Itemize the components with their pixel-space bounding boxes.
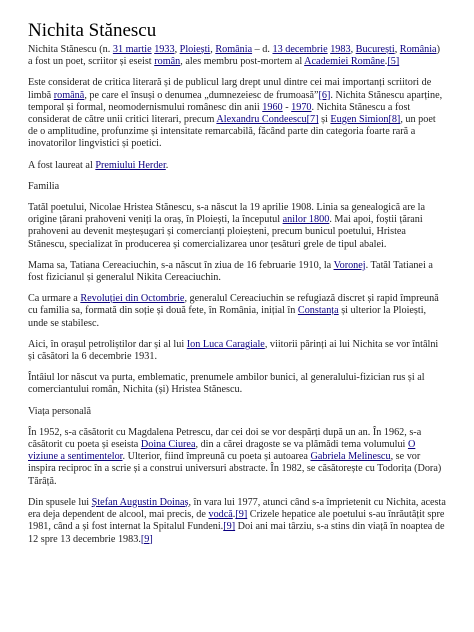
father-paragraph: [28, 202, 446, 251]
text: , generalul Cereaciuchin se refugiază discret și rapid împreună cu familia sa, formată din soție și două fete, în România, inițial în: [28, 293, 439, 317]
link-romania[interactable]: România: [215, 44, 253, 55]
link-condeescu[interactable]: Alexandru Condeescu: [216, 114, 307, 126]
final-paragraph: Din spusele lui Ștefan Augustin Doinaș, în vara lui 1977, atunci când s-a împrietenit cu Nichita, acesta era deja dependent de alcool, mai precis, de vodcă.[9] Crizele hepatice ale poetului s-au înrăutățit spre 1981, când a și fost internat la Spitalul Fundeni.[9] Doi ani mai târziu, s-a stins din viață în noaptea de 12 spre 13 decembrie 1983.[9]: [28, 496, 446, 545]
ploiesti-paragraph: [28, 339, 446, 363]
text: Din spusele lui: [28, 496, 92, 508]
reference-8[interactable]: [8]: [388, 114, 401, 126]
text: . Nichita Stănescu a fost considerat de către unii critici literari, precum: [28, 101, 411, 126]
marriage-paragraph: [28, 427, 446, 488]
link-death-day[interactable]: 13 decembrie: [272, 44, 328, 55]
text: . Mai apoi, foștii țărani prahoveni au devenit meșteșugari și comercianți ploieșteni, precum bunicul poetului, Hristea Stănescu, specializat în producerea și comercializarea unor țesături grele de tipul abalei.: [28, 214, 423, 250]
page-title: Nichita Stănescu: [28, 20, 157, 41]
link-roman[interactable]: român: [154, 56, 181, 68]
firstborn-paragraph: [28, 372, 446, 396]
link-academia[interactable]: Academiei Române: [304, 56, 385, 68]
text: , din a cărei dragoste se va plămădi tema volumului: [195, 439, 408, 451]
reference-9[interactable]: [9]: [235, 509, 248, 521]
mother-paragraph: [28, 260, 446, 284]
link-constanta[interactable]: Constanța: [297, 305, 339, 317]
text: ) a fost un poet, scriitor și eseist: [28, 44, 440, 68]
intro-paragraph: Nichita Stănescu (n. 31 martie 1933, Ploiești, România – d. 13 decembrie 1983, București, România) a fost un poet, scriitor și eseist român, ales membru post-mortem al Academiei Române.[5]: [28, 44, 440, 68]
text: . Tatăl Tatianei a fost fizicianul și generalul Nikita Cereaciuchin.: [28, 259, 433, 284]
section-heading-viata: Viața personală: [28, 405, 92, 417]
text: Nichita Stănescu (n.: [28, 44, 113, 55]
reference-6[interactable]: [6]: [318, 89, 331, 101]
text: . Nichita Stănescu aparține, temporal și formal, neomodernismului românesc din anii: [28, 89, 443, 113]
reference-9[interactable]: [9]: [223, 521, 236, 533]
link-doinas[interactable]: Ștefan Augustin Doinaș: [91, 496, 189, 508]
reference-5[interactable]: [5]: [387, 56, 400, 68]
text: Ca urmare a: [28, 293, 81, 305]
link-birth-day[interactable]: 31 martie: [112, 44, 152, 55]
text: Doi ani mai târziu, s-a stins din viață în noaptea de 12 spre 13 decembrie 1983.: [28, 521, 445, 545]
link-bucuresti[interactable]: București: [355, 44, 395, 55]
text: Tatăl poetului, Nicolae Hristea Stănescu, s-a născut la 19 aprilie 1908. Linia sa genealogică are la origine țărani prahoveni veniți la oraș, în Ploiești, la începutul: [28, 202, 426, 226]
text: . Ulterior, fiind împreună cu poeta și autoarea: [122, 451, 311, 463]
link-voronej[interactable]: Voronej: [333, 259, 366, 271]
text: -: [282, 101, 292, 113]
text: Crizele hepatice ale poetului s-au înrăutățit spre 1981, când a și fost internat la Spitalul Fundeni.: [28, 509, 445, 533]
text: , se vor inspira reciproc în a scrie și a construi universuri abstracte. În 1982, se căsătorește cu Todorița (Dora) Tărâță.: [28, 451, 442, 487]
link-melinescu[interactable]: Gabriela Melinescu: [310, 451, 391, 463]
text: Aici, în orașul petroliștilor dar și al lui: [28, 338, 187, 350]
text: , în vara lui 1977, atunci când s-a împrietenit cu Nichita, acesta era deja dependent de alcool, mai precis, de: [28, 496, 446, 521]
link-1960[interactable]: 1960: [262, 101, 283, 113]
text: , pe care el însuși o denumea „dumnezeiesc de frumoasă”: [84, 89, 319, 101]
text: , viitorii părinți ai lui Nichita se vor întâlni și căsători la 6 decembrie 1931.: [28, 338, 439, 363]
link-simion[interactable]: Eugen Simion: [330, 114, 389, 126]
link-romana[interactable]: română: [53, 89, 85, 101]
link-death-year[interactable]: 1983: [330, 44, 351, 55]
link-1800[interactable]: anilor 1800: [282, 214, 330, 226]
text: În 1952, s-a căsătorit cu Magdalena Petrescu, dar cei doi se vor despărți după un an. În 1962, s-a căsătorit cu poeta și eseista: [28, 426, 422, 451]
text: Mama sa, Tatiana Cereaciuchin, s-a născut în ziua de 16 februarie 1910, la: [28, 259, 334, 271]
award-paragraph: [28, 160, 446, 172]
text: – d.: [252, 44, 273, 55]
link-ciurea[interactable]: Doina Ciurea: [140, 439, 196, 451]
link-vodca[interactable]: vodcă: [208, 509, 233, 521]
link-viziune[interactable]: O viziune a sentimentelor: [28, 439, 416, 463]
revolution-paragraph: [28, 293, 446, 330]
link-birth-year[interactable]: 1933: [154, 44, 175, 55]
critics-paragraph: [28, 77, 446, 150]
text: , un poet de o amplitudine, profunzime și intensitate remarcabilă, făcând parte din categoria foarte rară a inovatorilor lingvistici și poetici.: [28, 114, 436, 150]
link-ploiesti[interactable]: Ploiești: [179, 44, 211, 55]
text: .: [165, 159, 169, 171]
link-herder[interactable]: Premiului Herder: [95, 159, 166, 171]
link-revolutie[interactable]: Revoluției din Octombrie: [80, 293, 185, 305]
text: și: [318, 114, 331, 126]
text: A fost laureat al: [28, 159, 96, 171]
text: și ulterior la Ploiești, unde se stabilesc.: [28, 305, 427, 329]
link-caragiale[interactable]: Ion Luca Caragiale: [186, 338, 265, 350]
link-1970[interactable]: 1970: [291, 101, 312, 113]
text: Este considerat de critica literară și de publicul larg drept unul dintre cei mai importanți scriitori de limbă: [28, 77, 432, 101]
link-romania-2[interactable]: România: [399, 44, 437, 55]
reference-7[interactable]: [7]: [306, 114, 319, 126]
reference-9[interactable]: [9]: [140, 533, 153, 545]
text: , ales membru post-mortem al: [180, 56, 305, 68]
text: Întâiul lor născut va purta, emblematic, prenumele ambilor bunici, al generalului-fizician rus și al comerciantului român, Nichita (și) Hristea Stănescu.: [28, 372, 425, 396]
section-heading-familia: Familia: [28, 180, 60, 192]
